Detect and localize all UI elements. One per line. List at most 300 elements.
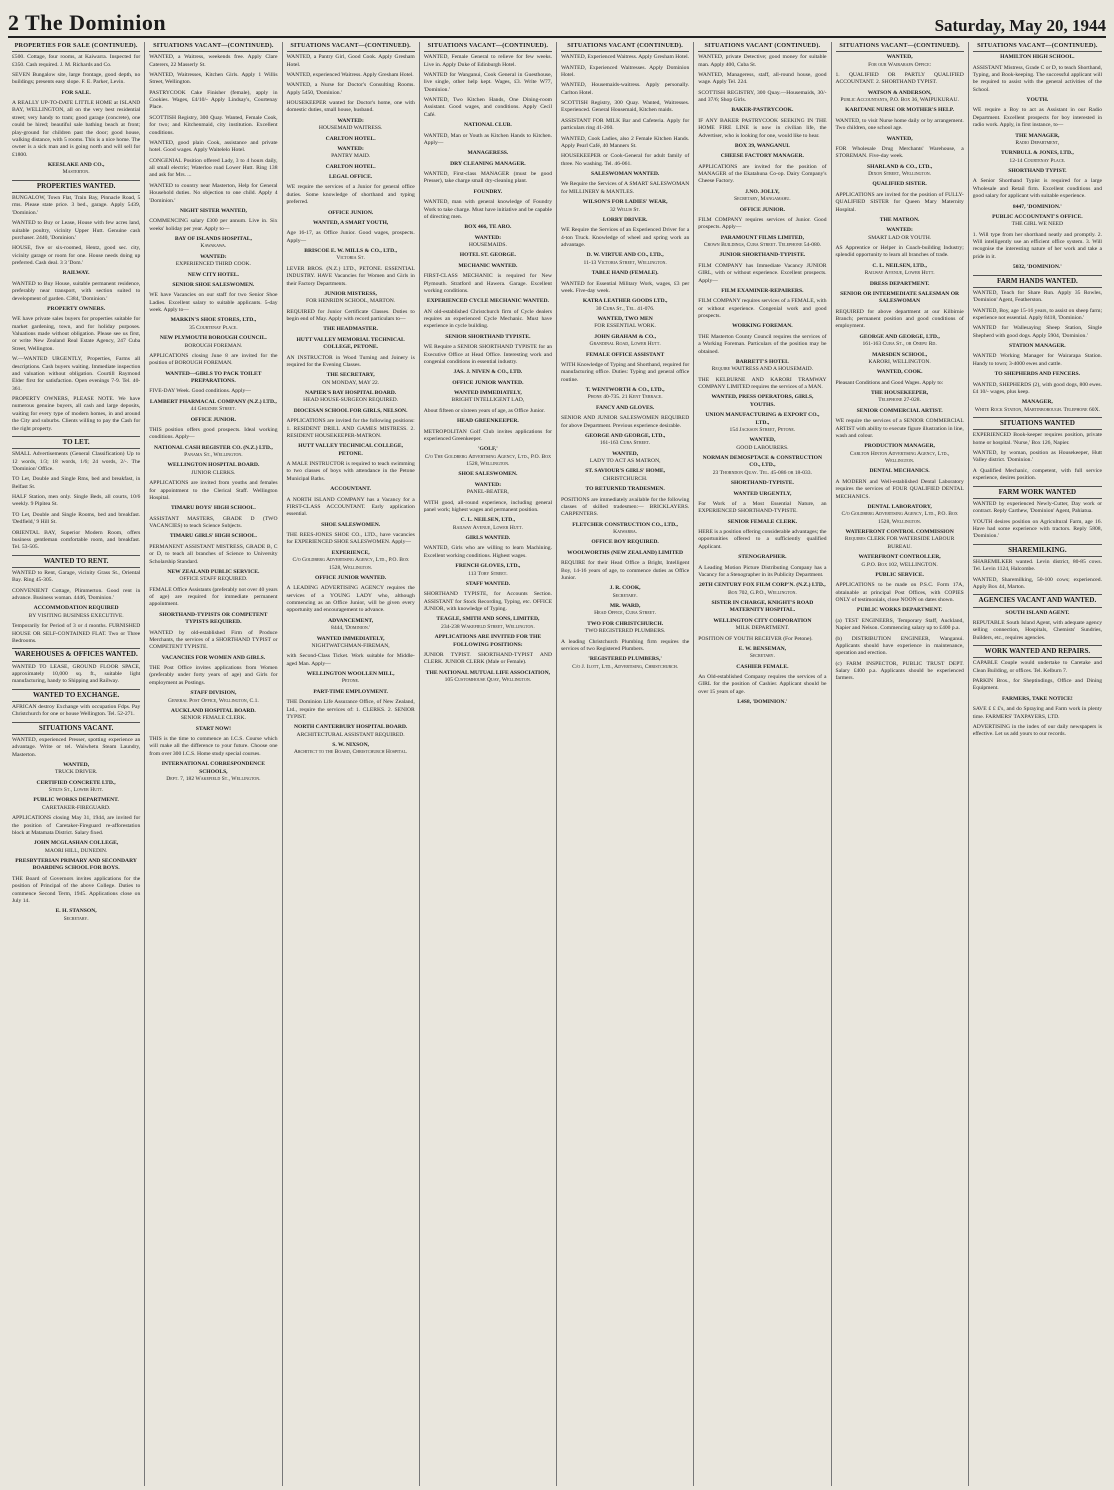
classified-ad (12, 54, 140, 69)
ad-text: REQUIRE for their Head Office a Bright, Intelligent Boy, 14-16 years of age, to commence duties as Office Junior. (561, 560, 690, 581)
ad-text: APPLICATIONS are invited from youths and females for appointment to the Clerical Staff. Wellington Hospital. (149, 480, 278, 501)
ad-address: ARCHITECTURAL ASSISTANT REQUIRED. (296, 731, 405, 738)
classified-ad (698, 699, 826, 706)
ad-address: Railway Avenue, Lower Hutt. (452, 524, 523, 531)
ad-title: STENOGRAPHER. (738, 554, 787, 561)
ad-title: TO SHEPHERDS AND FENCERS. (994, 371, 1081, 378)
ad-address: 113 Tory Street. (468, 570, 508, 577)
classified-ad (836, 245, 964, 260)
paper-name: The Dominion (25, 10, 167, 35)
ad-address: SMART LAD OR YOUTH. (868, 234, 932, 241)
classified-ad (12, 100, 140, 159)
classified-ad (561, 415, 689, 430)
ad-text: WANTED, First-class MANAGER (must be good Presser), take charge small dry-cleaning plant. (423, 171, 552, 185)
ad-title: WILSON'S FOR LADIES' WEAR, (582, 199, 668, 206)
ad-address: Victoria St. (336, 255, 365, 262)
classified-ad (287, 309, 415, 324)
classified-ad (424, 235, 552, 250)
ad-title: HUTT VALLEY MEMORIAL TECHNICAL COLLEGE, PETONE. (296, 336, 405, 351)
classified-ad (698, 359, 826, 374)
ad-title: PUBLIC ACCOUNTANT'S OFFICE. (992, 213, 1083, 220)
classified-ad (973, 290, 1102, 305)
classified-ad (149, 140, 277, 155)
ad-text: WANTED, by woman, position as Housekeeper, Hutt Valley district. 'Dominion.' (972, 450, 1102, 464)
classified-ad (698, 72, 826, 87)
ad-text: WANTED, Girls who are willing to learn Machining. Excellent working conditions. Highest wages. (423, 545, 552, 559)
classified-ad (973, 678, 1102, 693)
ad-title: PUBLIC WORKS DEPARTMENT. (856, 607, 943, 614)
ad-title: SENIOR OR INTERMEDIATE SALESMAN OR SALESWOMAN (840, 290, 960, 305)
masthead-left (8, 10, 166, 36)
classified-ad (12, 605, 140, 620)
ad-text: WANTED TO LEASE, GROUND FLOOR SPACE, approximately 10,000 sq. ft., suitable light manufacturing, handy to Shipping and Railway. (12, 663, 141, 685)
classified-ad (836, 54, 964, 69)
classified-ad (149, 183, 277, 205)
classified-ad (424, 418, 552, 425)
ad-title: FILM EXAMINER-REPAIRERS. (721, 287, 804, 294)
classified-ad (836, 661, 964, 683)
ad-text: with Second-Class Ticket. Work suitable for Middle-aged Man. Apply— (286, 653, 415, 667)
ad-text: PARKIN Bros., for Sheptindings, Office and Dining Equipment. (972, 678, 1102, 692)
classified-ad (149, 736, 277, 758)
classified-ad (149, 708, 277, 723)
ad-title: MANAGER, (1021, 399, 1053, 406)
ad-text: A LEADING ADVERTISING AGENCY requires the services of a YOUNG LADY who, although commencing as an Office Junior, will be given every opportunity and encouragement to advance. (286, 585, 415, 614)
ad-text: THE Masterton County Council requires the services of a Working Foreman. Particulars of the position may be obtained. (698, 333, 827, 355)
classified-ad (973, 468, 1102, 483)
classified-ad (424, 344, 552, 366)
classified-ad (424, 273, 552, 295)
classified-ad (973, 450, 1102, 465)
classified-ad (836, 72, 964, 87)
section-heading: FARM HANDS WANTED. (973, 275, 1102, 288)
classified-ad (149, 612, 277, 627)
classified-ad (698, 90, 826, 105)
classified-ad (149, 690, 277, 705)
column-8 (969, 42, 1106, 1486)
ad-title: JOHN MCGLASHAN COLLEGE, (33, 840, 119, 847)
classified-ad (561, 316, 689, 331)
section-heading: FARM WORK WANTED (973, 486, 1102, 499)
ad-title: HOTEL ST. GEORGE. (459, 252, 516, 259)
ad-text: SMALL Advertisements (General Classification) Up to 12 words, 1/3; 18 words, 1/6; 24 words, 2/-. The 'Dominion' Office. (12, 451, 141, 472)
classified-ad (424, 199, 552, 221)
classified-ad (149, 317, 277, 332)
classified-ad (698, 529, 826, 551)
classified-ad (149, 371, 277, 386)
classified-ad (149, 480, 277, 502)
classified-ad (424, 171, 552, 186)
ad-text: APPLICATIONS are invited for the position of MANAGER of the Ekatahuna Co-op. Dairy Company's Cheese Factory. (698, 163, 827, 185)
classified-ad (561, 387, 689, 402)
ad-title: L4S8, 'DOMINION.' (737, 699, 788, 706)
ad-address: 35 Courtenay Place. (189, 324, 238, 331)
classified-ad (12, 623, 140, 645)
classified-ad (561, 656, 689, 671)
ad-text: WANTED, a Pantry Girl, Good Cook. Apply Gresham Hotel. (286, 54, 415, 68)
ad-text: PERMANENT ASSISTANT MISTRESS, GRADE B, C or D, to teach all branches of Science to University Scholarship Standard. (149, 543, 278, 565)
ad-address: Require WAITRESS AND A HOUSEMAID. (711, 366, 814, 373)
ad-text: WANTED for Wanganui, Cook General in Guesthouse, live single, other help kept. Wages, £3. Write W77, 'Dominion.' (423, 71, 552, 93)
ad-address: 154 Jackson Street, Petone. (729, 426, 796, 433)
ad-text: THE Post Office invites applications from Women (preferably under forty years of age) and Girls for employment as Postings. (149, 665, 278, 686)
classified-ad (836, 529, 964, 551)
classified-ad (561, 362, 689, 384)
ad-title: PARAMOUNT FILMS LIMITED, (720, 234, 804, 241)
classified-ad (561, 181, 689, 196)
classified-ad (698, 618, 826, 633)
ad-text: WANTED, man with general knowledge of Foundry Work to take charge. Must have initiative and be capable of directing men. (423, 199, 552, 220)
classified-ad (287, 164, 415, 171)
classified-ad (561, 639, 689, 654)
ad-title: WELLINGTON WOOLLEN MILL, (306, 671, 395, 678)
classified-ad (424, 189, 552, 196)
ad-title: WANTED, (886, 135, 913, 142)
ad-title: OFFICE BOY REQUIRED. (591, 539, 659, 546)
classified-ad (973, 308, 1102, 323)
classified-ad (836, 146, 964, 161)
ad-title: WANTED, (749, 437, 776, 444)
ad-title: D. W. VIRTUE AND CO., LTD., (586, 252, 664, 259)
ad-address: Petone. (341, 678, 360, 685)
classified-ad (561, 217, 689, 224)
classified-ad (12, 90, 140, 97)
ad-title: C. L. NEILSEN, LTD., (872, 262, 927, 269)
classified-ad (698, 582, 826, 597)
ad-address: KARORI, WELLINGTON. (868, 358, 931, 365)
ad-title: BARRETT'S HOTEL (735, 358, 789, 365)
ad-address: 8444, 'Dominion.' (331, 625, 371, 632)
column-header: SITUATIONS VACANT—(CONTINUED). (149, 42, 277, 52)
classified-ad (836, 479, 964, 501)
ad-address: 161-163 Cuba St., or Onepu Rd. (862, 341, 937, 348)
classified-ad (698, 298, 826, 320)
ad-title: AUCKLAND HOSPITAL BOARD. (170, 707, 256, 714)
ad-address: ON MONDAY, MAY 22. (322, 379, 380, 386)
ad-address: SENIOR FEMALE CLERK. (180, 715, 246, 722)
section-heading: WAREHOUSES & OFFICES WANTED. (12, 648, 140, 661)
classified-ad (287, 671, 415, 686)
classified-ad (836, 90, 964, 105)
ad-address: 44 Ghuznee Street. (190, 406, 237, 413)
classified-ad (287, 699, 415, 721)
ad-address: FOR HENRIDN SCHOOL, MARTON. (306, 298, 396, 305)
ad-title: SENIOR COMMERCIAL ARTIST. (856, 407, 943, 414)
ad-text: APPLICATIONS are invited for the position of FULLY-QUALIFIED SISTER for Queen Mary Maternity Hospital. (835, 191, 964, 213)
ad-title: QUALIFIED SISTER. (872, 181, 927, 188)
ad-text: HOUSE, five or six-roomed, Hentz, good sec. city, vicinity garage or room for one. House needs doing up preferred. Cash deal. 3 3 'Dom.' (12, 245, 141, 267)
column-4 (420, 42, 557, 1486)
ad-title: UNION MANUFACTURING & EXPORT CO., LTD., (705, 412, 820, 426)
classified-ad (12, 270, 140, 277)
classified-ad (698, 334, 826, 356)
classified-ad (149, 282, 277, 289)
ad-text: TO Let, Double and Single Rms, bed and breakfast, in Belfast St. (12, 476, 141, 490)
ad-title: LAMBERT PHARMACAL COMPANY (N.Z.) LTD., (149, 398, 277, 405)
classified-ad (12, 195, 140, 217)
ad-text: WANTED to Buy or Lease, House with few acres land, suitable poultry, vicinity Upper Hutt. Genuine cash purchaser. 2440, 'Dominion.' (12, 220, 141, 241)
ad-title: BAKER-PASTRYCOOK. (731, 107, 794, 114)
ad-title: PART-TIME EMPLOYMENT. (313, 688, 388, 695)
classified-ad (836, 291, 964, 306)
classified-ad (836, 118, 964, 133)
classified-ad (698, 377, 826, 392)
classified-ad (561, 451, 689, 466)
classified-ad (12, 356, 140, 393)
ad-text: WANTED, Man or Youth as Kitchen Hands to Kitchen. Apply— (423, 132, 552, 146)
ad-text: CONVENIENT Cottage, Plimmerton. Good rent in advance. Business woman. 4446, 'Dominion.' (12, 587, 141, 602)
ad-text: Temporarily for Period of 3 or 4 months. FURNISHED HOUSE OR SELF-CONTAINED FLAT. Two or Three Bedrooms. (12, 623, 141, 644)
ad-title: THE NATIONAL MUTUAL LIFE ASSOCIATION, (425, 669, 551, 676)
column-3 (283, 42, 420, 1486)
ad-title: PRESBYTERIAN PRIMARY AND SECONDARY BOARDING SCHOOL FOR BOYS. (15, 858, 137, 872)
ad-text: WANTED, Boy, age 15-16 years, to assist on sheep farm; experience not essential. Apply 8418, 'Dominion.' (972, 307, 1102, 321)
ad-text: WANTED Working Manager for Wairarapa Station. Handy to town; 3-4000 ewes and cattle. (972, 353, 1102, 367)
ad-text: SENIOR AND JUNIOR SALESWOMEN REQUIRED for above Department. Previous experience desirable. (561, 415, 690, 429)
ad-text: AN old-established Christchurch firm of Cycle dealers requires an experienced Cycle Mechanic. Must have experience in cycle building. (423, 308, 552, 330)
ad-title: PRODUCTION MANAGER, (864, 443, 935, 450)
ad-text: CONGENIAL Position offered Lady, 3 to 4 hours daily, all small electric; Waterloo road Lower Hutt. Ring 138 and ask for Mrs. ... (149, 157, 278, 179)
ad-text: WE require the services of a SENIOR COMMERCIAL ARTIST with ability to execute figure illustration in line, wash and colour. (835, 418, 964, 439)
ad-title: SHOE SALESWOMEN. (321, 521, 381, 528)
ad-title: WANTED IMMEDIATELY, (316, 635, 385, 642)
ad-title: NAPIER'S BAY HOSPITAL BOARD. (305, 390, 397, 397)
masthead (8, 6, 1106, 38)
classified-ad (149, 417, 277, 424)
ad-text: CAPABLE Couple would undertake to Caretake and Clean Building, or offices. Tel. Kelburn 7. (972, 660, 1102, 674)
ad-title: YOUTH. (1026, 97, 1049, 104)
ad-title: NORTH CANTERBURY HOSPITAL BOARD. (293, 724, 408, 731)
ad-title: PUBLIC SERVICE. (875, 571, 924, 578)
classified-ad (424, 652, 552, 667)
classified-ad (698, 217, 826, 232)
ad-title: J. R. COOK, (609, 585, 641, 592)
classified-ad (287, 210, 415, 217)
classified-ad (973, 399, 1102, 414)
ad-text: WANTED for Essential Military Work, wages, £3 per week. Five-day week. (561, 280, 690, 294)
classified-ad (973, 343, 1102, 350)
ad-title: JAS. J. NIVEN & CO., LTD. (453, 369, 523, 376)
ad-title: WANTED: (337, 145, 364, 152)
ad-address: Crown Buildings, Cuba Street. Telephone 54-080. (703, 242, 822, 249)
classified-ad (698, 480, 826, 487)
ad-title: SHOE SALESWOMEN. (458, 471, 518, 478)
classified-ad (973, 150, 1102, 165)
classified-ad (287, 390, 415, 405)
classified-ad (836, 309, 964, 331)
column-header: SITUATIONS VACANT (CONTINUED). (561, 42, 689, 52)
classified-ad (698, 263, 826, 285)
ad-address: JUNIOR CLERKS. (191, 469, 236, 476)
ad-address: Architect to the Board, Christchurch Hospital. (293, 749, 408, 756)
classified-ad (12, 220, 140, 242)
ad-title: WANTED: (474, 481, 502, 488)
ad-text: SAVE £ £ £'s, and do Spraying and Farm work in plenty time. FARMERS' TAXPAYERS, LTD. (972, 706, 1102, 720)
ad-title: HUTT VALLEY TECHNICAL COLLEGE, PETONE. (298, 443, 403, 457)
ad-address: Dixon Street, Wellington. (868, 171, 932, 178)
classified-ad (424, 500, 552, 515)
classified-ad (12, 162, 140, 177)
ad-text: A Leading Motion Picture Distributing Company has a Vacancy for a Stenographer in its Publicity Department. (698, 564, 827, 578)
section-heading: WORK WANTED AND REPAIRS. (973, 645, 1102, 658)
classified-ad (836, 443, 964, 465)
classified-ad (836, 281, 964, 288)
classified-ad (973, 353, 1102, 368)
classified-ad (287, 689, 415, 696)
ad-title: 8447, 'DOMINION.' (1012, 203, 1062, 210)
ad-title: THE HOUSEKEEPER, (871, 390, 929, 397)
ad-text: WITH Knowledge of Typing and Shorthand, required for manufacturing office. Duties: Typing and general office routine. (561, 361, 690, 383)
section-heading: SHAREMILKING. (973, 544, 1102, 557)
classified-ad (561, 153, 689, 168)
ad-title: WOOLWORTHS (NEW ZEALAND) LIMITED (567, 549, 684, 556)
ad-title: HAMILTON HIGH SCHOOL. (1000, 54, 1075, 61)
ad-text: APPLICATIONS to be made on P.S.C. Form 17A, obtainable at principal Post Offices, with COPIES ONLY of testimonials, close NOON on dates shown. (835, 582, 964, 604)
ad-title: EXPERIENCE, (331, 549, 370, 556)
classified-ad (287, 230, 415, 245)
ad-text: About fifteen or sixteen years of age, as Office Junior. (423, 407, 545, 414)
classified-ad (698, 153, 826, 160)
column-header: SITUATIONS VACANT—(CONTINUED). (424, 42, 552, 52)
ad-text: For Work of a Most Essential Nature, an EXPERIENCED SHORTHAND-TYPISTE. (698, 500, 827, 515)
ad-address: 32 Willis St. (609, 206, 641, 213)
ad-text: An Old-established Company requires the services of a GIRL for the position of Cashier. Applicant should be over 15 years of age. (698, 674, 827, 695)
classified-ad (287, 724, 415, 739)
ad-text: IF ANY BAKER PASTRYCOOK SEEKING IN THE HOME FIRE LINE is now in civilian life, the Advertiser, who is looking for one, would like to hear. (698, 117, 827, 139)
ad-title: TO RETURNED TRADESMEN. (585, 486, 665, 493)
ad-title: CERTIFIED CONCRETE LTD., (36, 779, 116, 786)
classified-ad (561, 585, 689, 600)
ad-address: GOOD LABOURERS. (736, 444, 789, 451)
classified-ad (698, 207, 826, 214)
ad-title: START NOW! (195, 725, 231, 732)
ad-title: KATRA LEATHER GOODS LTD., (582, 298, 668, 305)
ad-text: WANTED, experienced Waitress. Apply Gresham Hotel. (286, 71, 414, 78)
classified-ad (424, 634, 552, 649)
ad-title: FANCY AND GLOVES. (595, 404, 655, 411)
ad-title: CARLTON HOTEL. (325, 135, 376, 142)
classified-ad (149, 462, 277, 477)
classified-ad (836, 369, 964, 376)
ad-address: C/o Goldberg Advertising Agency, Ltd., P.O. Box 1528, Wellington. (292, 557, 409, 571)
ad-title: BOX 39, WANGANUI. (734, 142, 790, 149)
ad-title: DENTAL MECHANICS. (869, 468, 930, 475)
ad-title: PROPERTY OWNERS. (47, 305, 106, 312)
ad-title: WATERFRONT CONTROLLER, (858, 554, 941, 561)
ad-title: ST. SAVIOUR'S GIRLS' HOME, (585, 468, 666, 475)
classified-ad (836, 582, 964, 604)
ad-title: VACANCIES FOR WOMEN AND GIRLS. (161, 654, 266, 661)
ad-title: SENIOR FEMALE CLERK. (727, 518, 798, 525)
ad-text: THE Dominion Life Assurance Office, of New Zealand, Ltd., require the services of: 1. CLERKS. 2. SENIOR TYPIST. (286, 699, 415, 720)
ad-text: WANTED, Housemaids-waitress. Apply personally. Carlton Hotel. (561, 82, 690, 96)
ad-text: WANTED for Wallesaying Sheep Station, Single Shepherd with good dogs. Apply 5904, 'Dominion.' (972, 325, 1102, 339)
classified-ad (836, 607, 964, 614)
classified-ad (698, 412, 826, 434)
classified-ad (973, 696, 1102, 703)
classified-ad (12, 512, 140, 527)
classified-ad (561, 550, 689, 557)
ad-text: WE require the services of a Junior for general office duties. Some knowledge of shorthand and typing preferred. (286, 184, 415, 206)
ad-address: CHRISTCHURCH. (602, 475, 648, 482)
ad-title: WATERFRONT CONTROL COMMISSION (845, 529, 954, 536)
classified-ad (149, 587, 277, 609)
classified-ad (698, 646, 826, 661)
classified-ad (424, 446, 552, 468)
section-heading: SITUATIONS WANTED (973, 417, 1102, 430)
classified-ad (149, 665, 277, 687)
classified-ad (287, 291, 415, 306)
ad-title: MARKIN'S SHOE STORES, LTD., (170, 317, 257, 324)
ad-text: PROPERTY OWNERS, PLEASE NOTE. We have numerous genuine buyers, all cash and large deposits, waiting for every type of modern homes, in and around the City and suburbs. Clients willing to pay the Cash for the right property. (12, 396, 141, 432)
ad-address: Box 702, G.P.O., Wellington. (727, 589, 797, 596)
ad-address: NIGHTWATCHMAN-FIREMAN, (311, 642, 390, 649)
ad-text: TO Let, Double and Single Rooms, bed and breakfast. 'Dedfield,' 9 Hill St. (12, 511, 141, 526)
classified-ad (836, 164, 964, 179)
ad-title: SALESWOMAN WANTED. (590, 171, 660, 178)
ad-title: FRENCH GLOVES, LTD., (455, 563, 521, 570)
ad-address: 161-163 Cuba Street. (599, 440, 651, 447)
ad-address: 11-13 Victoria Street, Wellington. (583, 259, 667, 266)
classified-ad (561, 65, 689, 80)
ad-text: POSITION OF YOUTH RECEIVER (For Petone). (698, 635, 813, 642)
classified-ad (561, 54, 689, 61)
classified-ad (287, 184, 415, 206)
classified-ad (287, 636, 415, 651)
classified-ad (149, 761, 277, 783)
classified-ad (12, 494, 140, 509)
ad-text: WANTED, Two Kitchen Hands, One Dining-room Assistant. Good wages, and conditions. Apply Cecil Café. (423, 97, 552, 118)
ad-title: FARMERS, TAKE NOTICE! (1002, 695, 1073, 702)
ad-text: ASSISTANT MASTERS, GRADE D (TWO VACANCIES) to teach Science Subjects. (149, 515, 278, 530)
ad-title: T. WENTWORTH & CO., LTD., (585, 387, 665, 394)
ad-title: GEORGE AND GEORGE, LTD., (859, 333, 940, 340)
ad-title: NATIONAL CLUB. (463, 122, 512, 129)
ad-text: WANTED, Cook Ladies, also 2 Female Kitchen Hands. Apply Pearl Café, 40 Manners St. (561, 135, 690, 149)
ad-title: SOUTH ISLAND AGENT. (1005, 609, 1070, 616)
ad-title: 5032, 'DOMINION.' (1012, 264, 1062, 271)
classified-ad (698, 323, 826, 330)
ad-address: Phone 40-735. 21 Kent Terrace. (587, 394, 663, 401)
classified-ad (424, 429, 552, 444)
classified-ad (12, 876, 140, 906)
ad-title: JUNIOR SHORTHAND-TYPISTE. (719, 252, 806, 259)
ad-text: WE have Vacancies on our staff for two Senior Shoe Ladies. Excellent salary to suitable applicants. 5-day week. Apply to— (149, 292, 278, 314)
ad-text: FILM COMPANY requires services of a FEMALE, with or without experience. Congenial work and good prospects. (698, 298, 827, 320)
ad-title: TABLE HAND (FEMALE). (591, 270, 659, 277)
classified-ad (561, 539, 689, 546)
ad-address: Secretary. (612, 592, 638, 599)
classified-ad (698, 235, 826, 250)
classified-ad (698, 519, 826, 526)
classified-ad (973, 107, 1102, 129)
classified-ad (149, 388, 277, 395)
ad-title: INTERNATIONAL CORRESPONDENCE SCHOOLS, (161, 761, 265, 775)
ad-title: WANTED, (612, 450, 639, 457)
ad-title: BOX 466, TE ARO. (464, 224, 512, 231)
classified-ad (836, 408, 964, 415)
ad-title: WANTED IMMEDIATELY, (453, 390, 522, 397)
ad-address: MILK DEPARTMENT. (735, 625, 790, 632)
classified-ad (973, 178, 1102, 200)
page-number: 2 (8, 10, 19, 35)
ad-text: WANTED, Experienced Waitress. Apply Gresham Hotel. (561, 54, 690, 61)
classified-ad (698, 252, 826, 259)
ad-title: FLETCHER CONSTRUCTION CO., LTD., (572, 521, 678, 528)
classified-ad (424, 334, 552, 341)
classified-ad (12, 797, 140, 812)
classified-ad (287, 532, 415, 547)
